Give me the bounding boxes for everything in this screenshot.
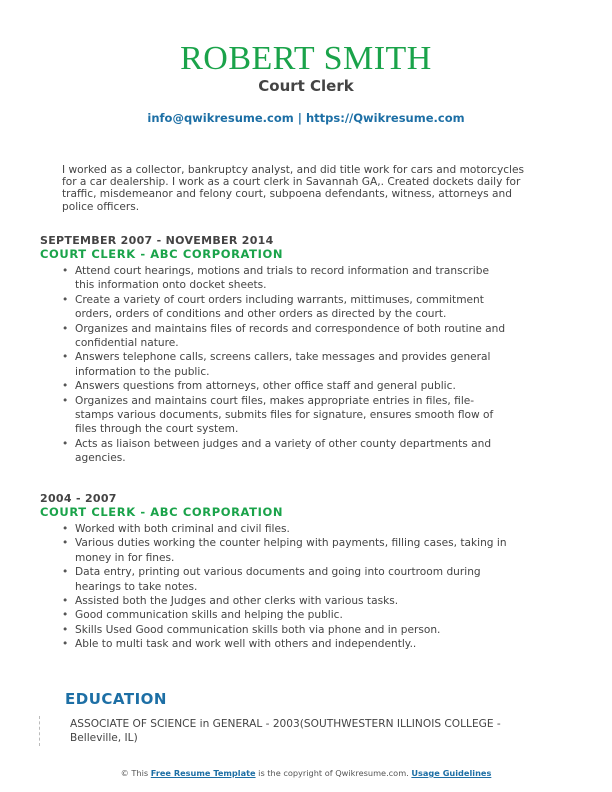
experience-entry-1 (40, 234, 520, 466)
candidate-name: ROBERT SMITH (180, 40, 432, 77)
job-duties-list (40, 522, 520, 652)
job-position: COURT CLERK - ABC CORPORATION (40, 247, 284, 261)
footer-prefix: © This (120, 768, 151, 778)
free-resume-template-link[interactable]: Free Resume Template (150, 768, 256, 778)
list-item: • Attend court hearings, motions and trials to record information and transcribe this information onto docket sheets. (40, 264, 510, 293)
contact-line (0, 111, 612, 125)
list-item: • Skills Used Good communication skills both via phone and in person. (40, 623, 510, 637)
job-duties-list (40, 264, 520, 466)
contact-separator: | (293, 111, 306, 125)
list-item: • Answers questions from attorneys, other office staff and general public. (40, 379, 510, 393)
list-item: • Data entry, printing out various documents and going into courtroom during hearings to take notes. (40, 565, 510, 594)
list-item: • Acts as liaison between judges and a variety of other county departments and agencies. (40, 437, 510, 466)
list-item: • Organizes and maintains files of records and correspondence of both routine and confidential nature. (40, 322, 510, 351)
list-item: • Worked with both criminal and civil files. (40, 522, 510, 536)
education-heading: EDUCATION (65, 690, 167, 708)
copyright-footer (0, 768, 612, 778)
job-title: Court Clerk (258, 77, 354, 95)
list-item: • Various duties working the counter helping with payments, filling cases, taking in money in for fines. (40, 536, 510, 565)
job-dates: 2004 - 2007 (40, 492, 117, 505)
summary-paragraph: I worked as a collector, bankruptcy analyst, and did title work for cars and motorcycles for a car dealership. I work as a court clerk in Savannah GA,. Created dockets daily for traffic, misdemeanor and felony court, subpoena defendants, witness, attorneys and police officers. (62, 164, 525, 213)
list-item: • Able to multi task and work well with others and independently.. (40, 637, 510, 651)
usage-guidelines-link[interactable]: Usage Guidelines (411, 768, 492, 778)
list-item: • Good communication skills and helping the public. (40, 608, 510, 622)
email-link[interactable]: info@qwikresume.com (147, 111, 294, 125)
website-link[interactable]: https://Qwikresume.com (305, 111, 465, 125)
list-item: • Organizes and maintains court files, makes appropriate entries in files, file-stamps various documents, submits files for signature, ensures smooth flow of files through the court system. (40, 394, 510, 437)
footer-copyright-text: is the copyright of Qwikresume.com. (255, 768, 412, 778)
list-item: • Answers telephone calls, screens callers, take messages and provides general information to the public. (40, 350, 510, 379)
list-item: • Create a variety of court orders including warrants, mittimuses, commitment orders, orders of conditions and other orders as directed by the court. (40, 293, 510, 322)
education-divider (39, 716, 40, 746)
job-dates: SEPTEMBER 2007 - NOVEMBER 2014 (40, 234, 274, 247)
experience-entry-2 (40, 492, 520, 652)
job-position: COURT CLERK - ABC CORPORATION (40, 505, 284, 519)
list-item: • Assisted both the Judges and other clerks with various tasks. (40, 594, 510, 608)
education-entry: ASSOCIATE OF SCIENCE in GENERAL - 2003(SOUTHWESTERN ILLINOIS COLLEGE - Belleville, IL) (70, 718, 501, 744)
